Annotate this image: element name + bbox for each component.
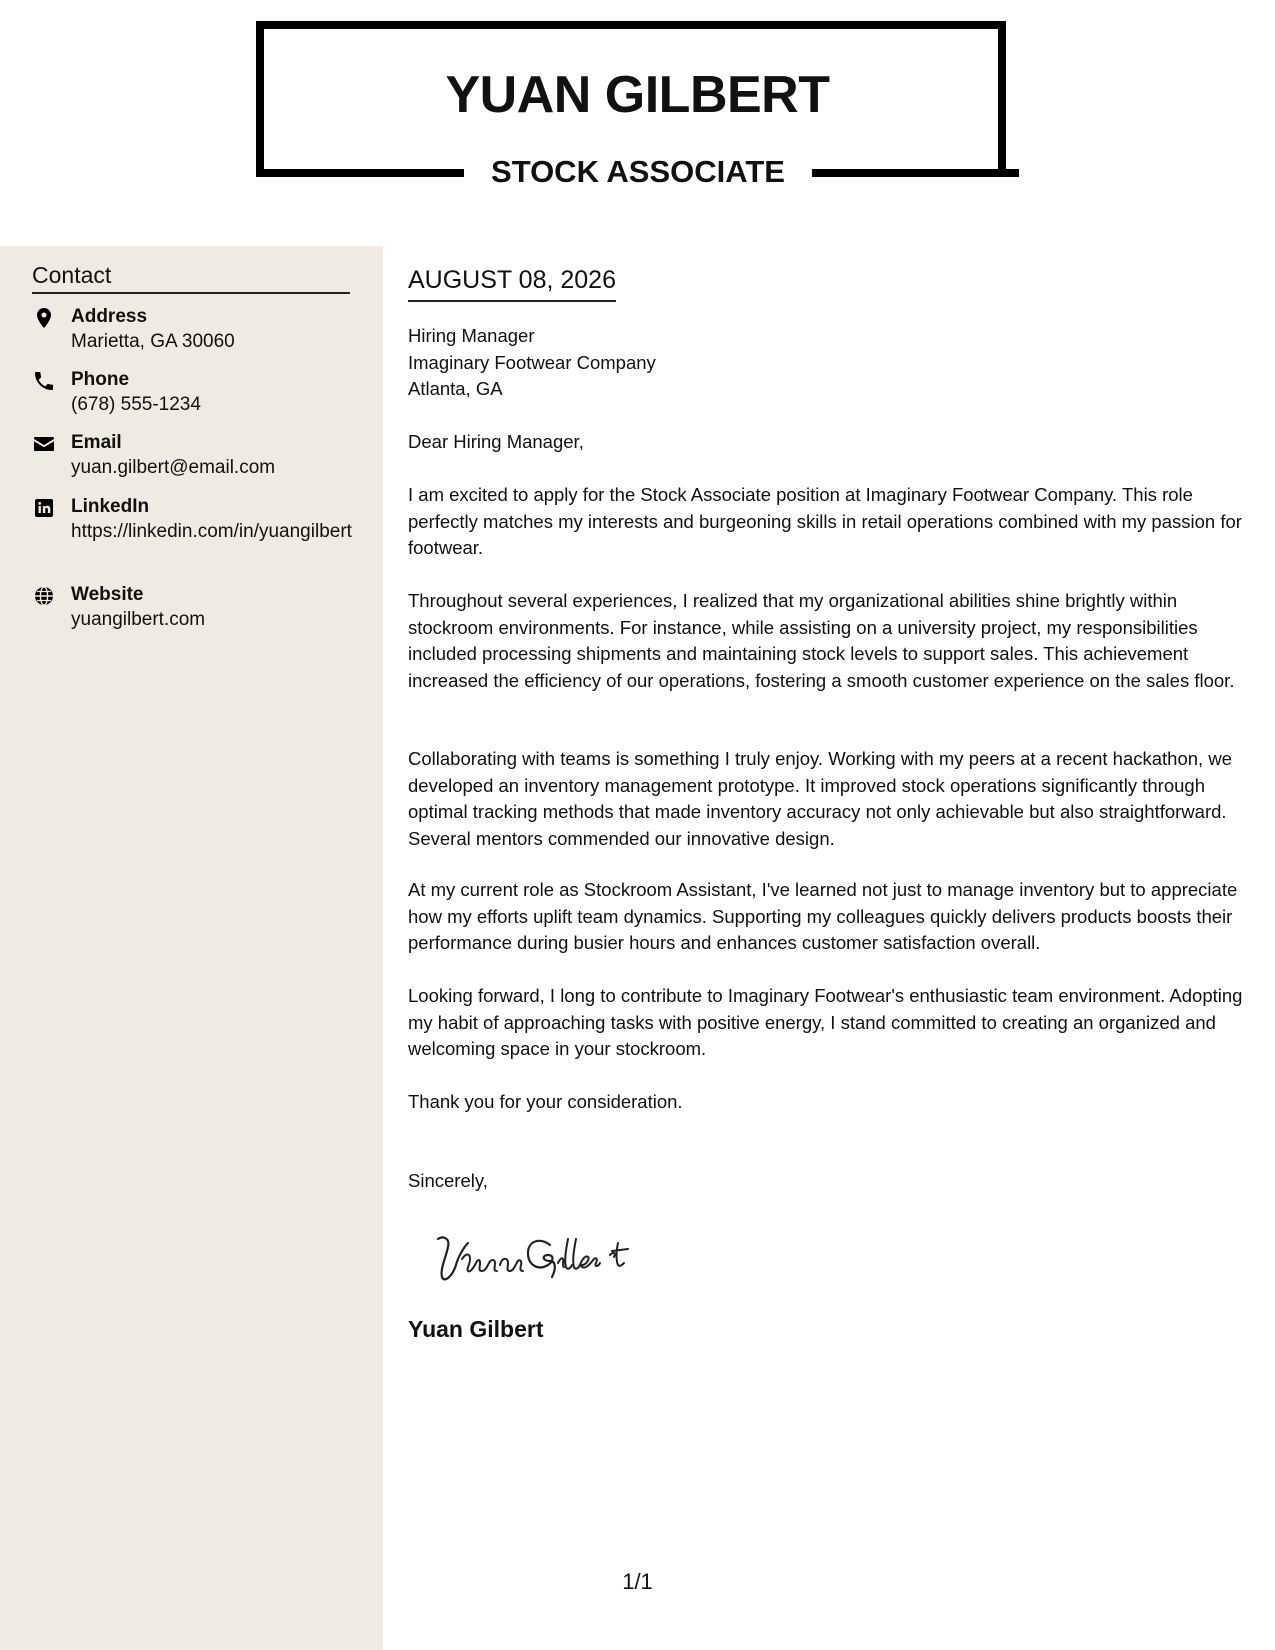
letter-paragraph [408, 746, 1253, 852]
recipient-line: Hiring Manager [408, 325, 535, 346]
page-number: 1/1 [622, 1569, 653, 1594]
salutation [408, 429, 1253, 456]
salutation-text: Dear Hiring Manager, [408, 431, 584, 452]
paragraph-text: Looking forward, I long to contribute to Imaginary Footwear's enthusiastic team environment. Adopting my habit of approaching tasks with positive energy, I stand committed to creating an organized and welcoming space in your stockroom. [408, 985, 1243, 1059]
globe-icon [32, 584, 56, 608]
contact-heading: Contact [32, 260, 350, 294]
contact-label: Phone [71, 369, 130, 390]
contact-value: yuan.gilbert@email.com [71, 457, 276, 478]
contact-label: Email [71, 432, 122, 453]
letter-date: AUGUST 08, 2026 [408, 264, 616, 302]
applicant-name: YUAN GILBERT [445, 66, 830, 124]
closing-text: Sincerely, [408, 1170, 488, 1191]
handwritten-signature [430, 1225, 650, 1289]
contact-label: Address [71, 306, 148, 327]
letter-paragraph [408, 1089, 1253, 1116]
header-frame-bottom-left [256, 169, 464, 177]
letter-paragraph [408, 482, 1253, 562]
closing [408, 1168, 1253, 1195]
signer-name: Yuan Gilbert [408, 1316, 544, 1342]
recipient-line: Imaginary Footwear Company [408, 351, 656, 373]
linkedin-icon [32, 496, 56, 520]
contact-value: https://linkedin.com/in/yuangilbert [71, 521, 352, 542]
contact-value: (678) 555-1234 [71, 394, 201, 415]
letter-paragraph [408, 588, 1253, 694]
recipient-block [408, 323, 656, 403]
contact-value: Marietta, GA 30060 [71, 331, 235, 352]
envelope-icon [32, 432, 56, 456]
paragraph-text: Collaborating with teams is something I truly enjoy. Working with my peers at a recent hackathon, we developed an inventory management prototype. It improved stock operations significantly through optimal tracking methods that made inventory accuracy not only achievable but also straightforward. Several mentors commended our innovative design. [408, 748, 1232, 849]
contact-value: yuangilbert.com [71, 609, 206, 630]
paragraph-text: At my current role as Stockroom Assistant, I've learned not just to manage inventory but to appreciate how my efforts uplift team dynamics. Supporting my colleagues quickly delivers products boosts their performance during busier hours and enhances customer satisfaction overall. [408, 879, 1238, 953]
location-pin-icon [32, 306, 56, 330]
contact-label: Website [71, 584, 144, 605]
job-title: STOCK ASSOCIATE [491, 154, 785, 189]
letter-paragraph [408, 983, 1253, 1063]
paragraph-text: Thank you for your consideration. [408, 1091, 683, 1112]
paragraph-text: I am excited to apply for the Stock Associate position at Imaginary Footwear Company. This role perfectly matches my interests and burgeoning skills in retail operations combined with my passion for footwear. [408, 484, 1242, 558]
phone-icon [32, 369, 56, 393]
header-frame-bottom-right [812, 169, 1019, 177]
contact-label: LinkedIn [71, 496, 150, 517]
recipient-line: Atlanta, GA [408, 378, 503, 399]
paragraph-text: Throughout several experiences, I realized that my organizational abilities shine brightly within stockroom environments. For instance, while assisting on a university project, my responsibilities included processing shipments and maintaining stock levels to support sales. This achievement increased the efficiency of our operations, fostering a smooth customer experience on the sales floor. [408, 590, 1235, 691]
letter-paragraph [408, 877, 1253, 957]
